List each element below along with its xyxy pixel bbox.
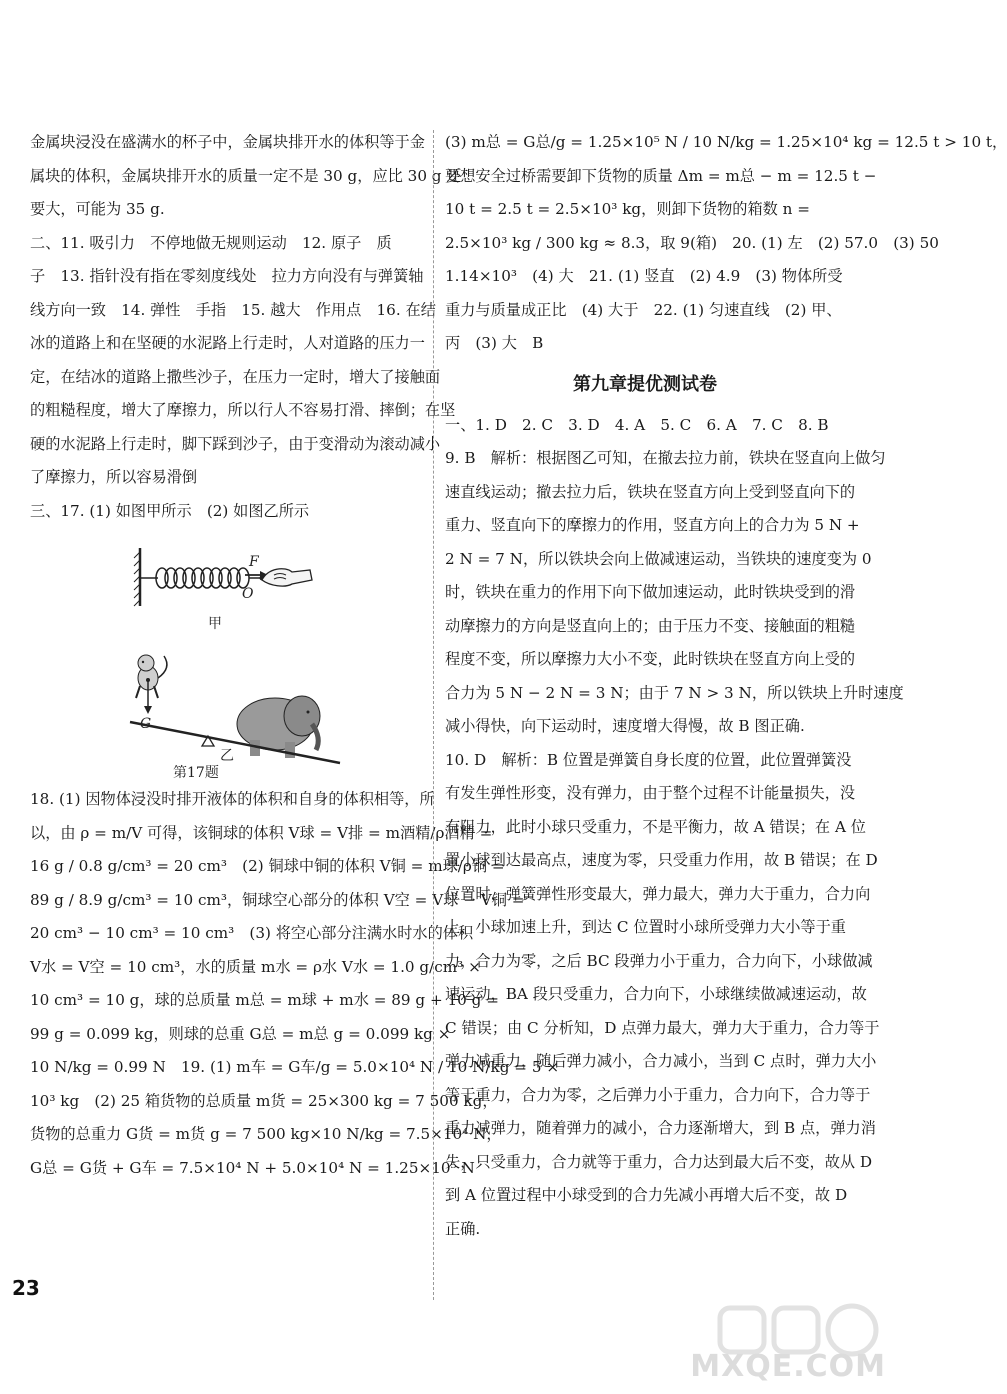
text-line: 定，在结冰的道路上撒些沙子，在压力一定时，增大了接触面 [30, 367, 441, 386]
right-text-top [445, 126, 1007, 361]
text-line: 子 13. 指针没有指在零刻度线处 拉力方向没有与弹簧轴 [30, 267, 424, 285]
text-line: 2.5×10³ kg / 300 kg ≈ 8.3，取 9(箱) 20. (1) 左 (2) 57.0 (3) 50 [445, 233, 939, 252]
column-divider [433, 130, 434, 1300]
elephant [237, 696, 320, 758]
text-line: 2 N = 7 N，所以铁块会向上做减速运动，当铁块的速度变为 0 [445, 549, 872, 568]
label-f: F [249, 554, 259, 570]
text-line: 弹力减重力，随后弹力减小，合力减小，当到 C 点时，弹力大小 [445, 1052, 877, 1070]
text-line: G总 = G货 + G车 = 7.5×10⁴ N + 5.0×10⁴ N = 1.25×10⁵ N [30, 1158, 475, 1177]
spring-figure [134, 548, 312, 606]
text-line: 货物的总重力 G货 = m货 g = 7 500 kg×10 N/kg = 7.5×10⁴ N， [30, 1125, 502, 1143]
text-line: 89 g / 8.9 g/cm³ = 10 cm³，铜球空心部分的体积 V空 = V球 − V铜 = [30, 890, 525, 909]
text-line: 有发生弹性形变，没有弹力，由于整个过程不计能量损失，没 [445, 784, 856, 802]
watermark-text: MXQE.COM [690, 1349, 886, 1384]
text-line: 重力、竖直向下的摩擦力的作用，竖直方向上的合力为 5 N + [445, 516, 860, 534]
text-line: 要大，可能为 35 g. [30, 200, 165, 218]
text-line: 位置时，弹簧弹性形变最大，弹力最大，弹力大于重力，合力向 [445, 884, 871, 903]
watermark [690, 1300, 900, 1390]
text-line: 99 g = 0.099 kg，则球的总重 G总 = m总 g = 0.099 kg × [30, 1024, 451, 1043]
page-number: 23 [12, 1276, 40, 1300]
right-column [445, 126, 1007, 1246]
monkey [136, 655, 167, 698]
text-line: 重力减弹力，随着弹力的减小，合力逐渐增大，到 B 点，弹力消 [445, 1119, 876, 1137]
text-line: 二、11. 吸引力 不停地做无规则运动 12. 原子 质 [30, 233, 392, 252]
text-line: 18. (1) 因物体浸没时排开液体的体积和自身的体积相等，所 [30, 790, 435, 808]
text-line: 重力与质量成正比 (4) 大于 22. (1) 匀速直线 (2) 甲、 [445, 300, 842, 319]
figure-17-drawing [30, 528, 420, 783]
text-line: 有阻力，此时小球只受重力，不是平衡力，故 A 错误；在 A 位 [445, 817, 866, 836]
text-line: 合力为 5 N − 2 N = 3 N；由于 7 N > 3 N，所以铁块上升时速度 [445, 683, 904, 702]
left-text-top [30, 126, 462, 528]
text-line: 要想安全过桥需要卸下货物的质量 Δm = m总 − m = 12.5 t − [445, 166, 877, 185]
text-line: 到 A 位置过程中小球受到的合力先减小再增大后不变，故 D [445, 1186, 848, 1204]
text-line: 20 cm³ − 10 cm³ = 10 cm³ (3) 将空心部分注满水时水的体积 [30, 924, 474, 942]
right-text-bottom [445, 409, 904, 1247]
text-line: 失，只受重力，合力就等于重力，合力达到最大后不变，故从 D [445, 1152, 873, 1171]
text-line: 10 t = 2.5 t = 2.5×10³ kg，则卸下货物的箱数 n = [445, 200, 810, 218]
text-line: 动摩擦力的方向是竖直向上的；由于压力不变、接触面的粗糙 [445, 616, 856, 635]
text-line: 正确. [445, 1219, 481, 1238]
text-line: 置小球到达最高点，速度为零，只受重力作用，故 B 错误；在 D [445, 851, 878, 869]
caption-yi: 乙 [220, 748, 234, 764]
text-line: 程度不变，所以摩擦力大小不变，此时铁块在竖直方向上受的 [445, 650, 856, 668]
text-line: 属块的体积，金属块排开水的质量一定不是 30 g，应比 30 g 还 [30, 166, 462, 185]
text-line: 10. D 解析：B 位置是弹簧自身长度的位置，此位置弹簧没 [445, 750, 852, 769]
text-line: 速运动，BA 段只受重力，合力向下，小球继续做减速运动，故 [445, 985, 867, 1003]
text-line: 一、1. D 2. C 3. D 4. A 5. C 6. A 7. C 8. B [445, 415, 829, 434]
text-line: 以，由 ρ = m/V 可得，该铜球的体积 V球 = V排 = m酒精/ρ酒精 = [30, 823, 493, 842]
text-line: 硬的水泥路上行走时，脚下踩到沙子，由于变滑动为滚动减小 [30, 434, 441, 453]
seesaw-figure [130, 655, 340, 763]
text-line: 金属块浸没在盛满水的杯子中，金属块排开水的体积等于金 [30, 133, 425, 151]
text-line: 16 g / 0.8 g/cm³ = 20 cm³ (2) 铜球中铜的体积 V铜 = m球/ρ铜 = [30, 857, 505, 875]
text-line: 的粗糙程度，增大了摩擦力，所以行人不容易打滑、摔倒；在坚 [30, 401, 456, 419]
text-line: (3) m总 = G总/g = 1.25×10⁵ N / 10 N/kg = 1.25×10⁴ kg = 12.5 t > 10 t， [445, 133, 1007, 151]
text-line: 力，合力为零，之后 BC 段弹力小于重力，合力向下，小球做减 [445, 951, 873, 970]
text-line: 线方向一致 14. 弹性 手指 15. 越大 作用点 16. 在结 [30, 300, 436, 319]
text-line: 10 N/kg = 0.99 N 19. (1) m车 = G车/g = 5.0×10⁴ N / 10 N/kg = 5 × [30, 1058, 560, 1076]
text-line: C 错误；由 C 分析知，D 点弹力最大，弹力大于重力，合力等于 [445, 1018, 880, 1037]
text-line: 冰的道路上和在坚硬的水泥路上行走时，人对道路的压力一 [30, 334, 425, 352]
text-line: 1.14×10³ (4) 大 21. (1) 竖直 (2) 4.9 (3) 物体所受 [445, 267, 843, 285]
text-line: 速直线运动；撤去拉力后，铁块在竖直方向上受到竖直向下的 [445, 482, 856, 501]
text-line: V水 = V空 = 10 cm³，水的质量 m水 = ρ水 V水 = 1.0 g/cm³ × [30, 957, 481, 976]
label-g: G [140, 716, 152, 732]
text-line: 减小得快，向下运动时，速度增大得慢，故 B 图正确. [445, 717, 805, 735]
section-title: 第九章提优测试卷 [573, 373, 717, 395]
text-line: 10³ kg (2) 25 箱货物的总质量 m货 = 25×300 kg = 7 500 kg， [30, 1091, 498, 1110]
text-line: 时，铁块在重力的作用下向下做加速运动，此时铁块受到的滑 [445, 583, 856, 601]
figure-17 [30, 528, 420, 783]
text-line: 10 cm³ = 10 g，球的总质量 m总 = m球 + m水 = 89 g + 10 g = [30, 991, 499, 1009]
text-line: 了摩擦力，所以容易滑倒 [30, 468, 198, 486]
figure-caption: 第17题 [173, 765, 219, 781]
caption-jia: 甲 [208, 616, 222, 632]
text-line: 丙 (3) 大 B [445, 334, 544, 352]
text-line: 三、17. (1) 如图甲所示 (2) 如图乙所示 [30, 501, 310, 520]
text-line: 等于重力，合力为零，之后弹力小于重力，合力向下，合力等于 [445, 1085, 871, 1104]
text-line: 上，小球加速上升，到达 C 位置时小球所受弹力大小等于重 [445, 918, 846, 936]
text-line: 9. B 解析：根据图乙可知，在撤去拉力前，铁块在竖直向上做匀 [445, 449, 886, 467]
label-o: O [242, 586, 254, 602]
left-text-bottom [30, 783, 560, 1185]
